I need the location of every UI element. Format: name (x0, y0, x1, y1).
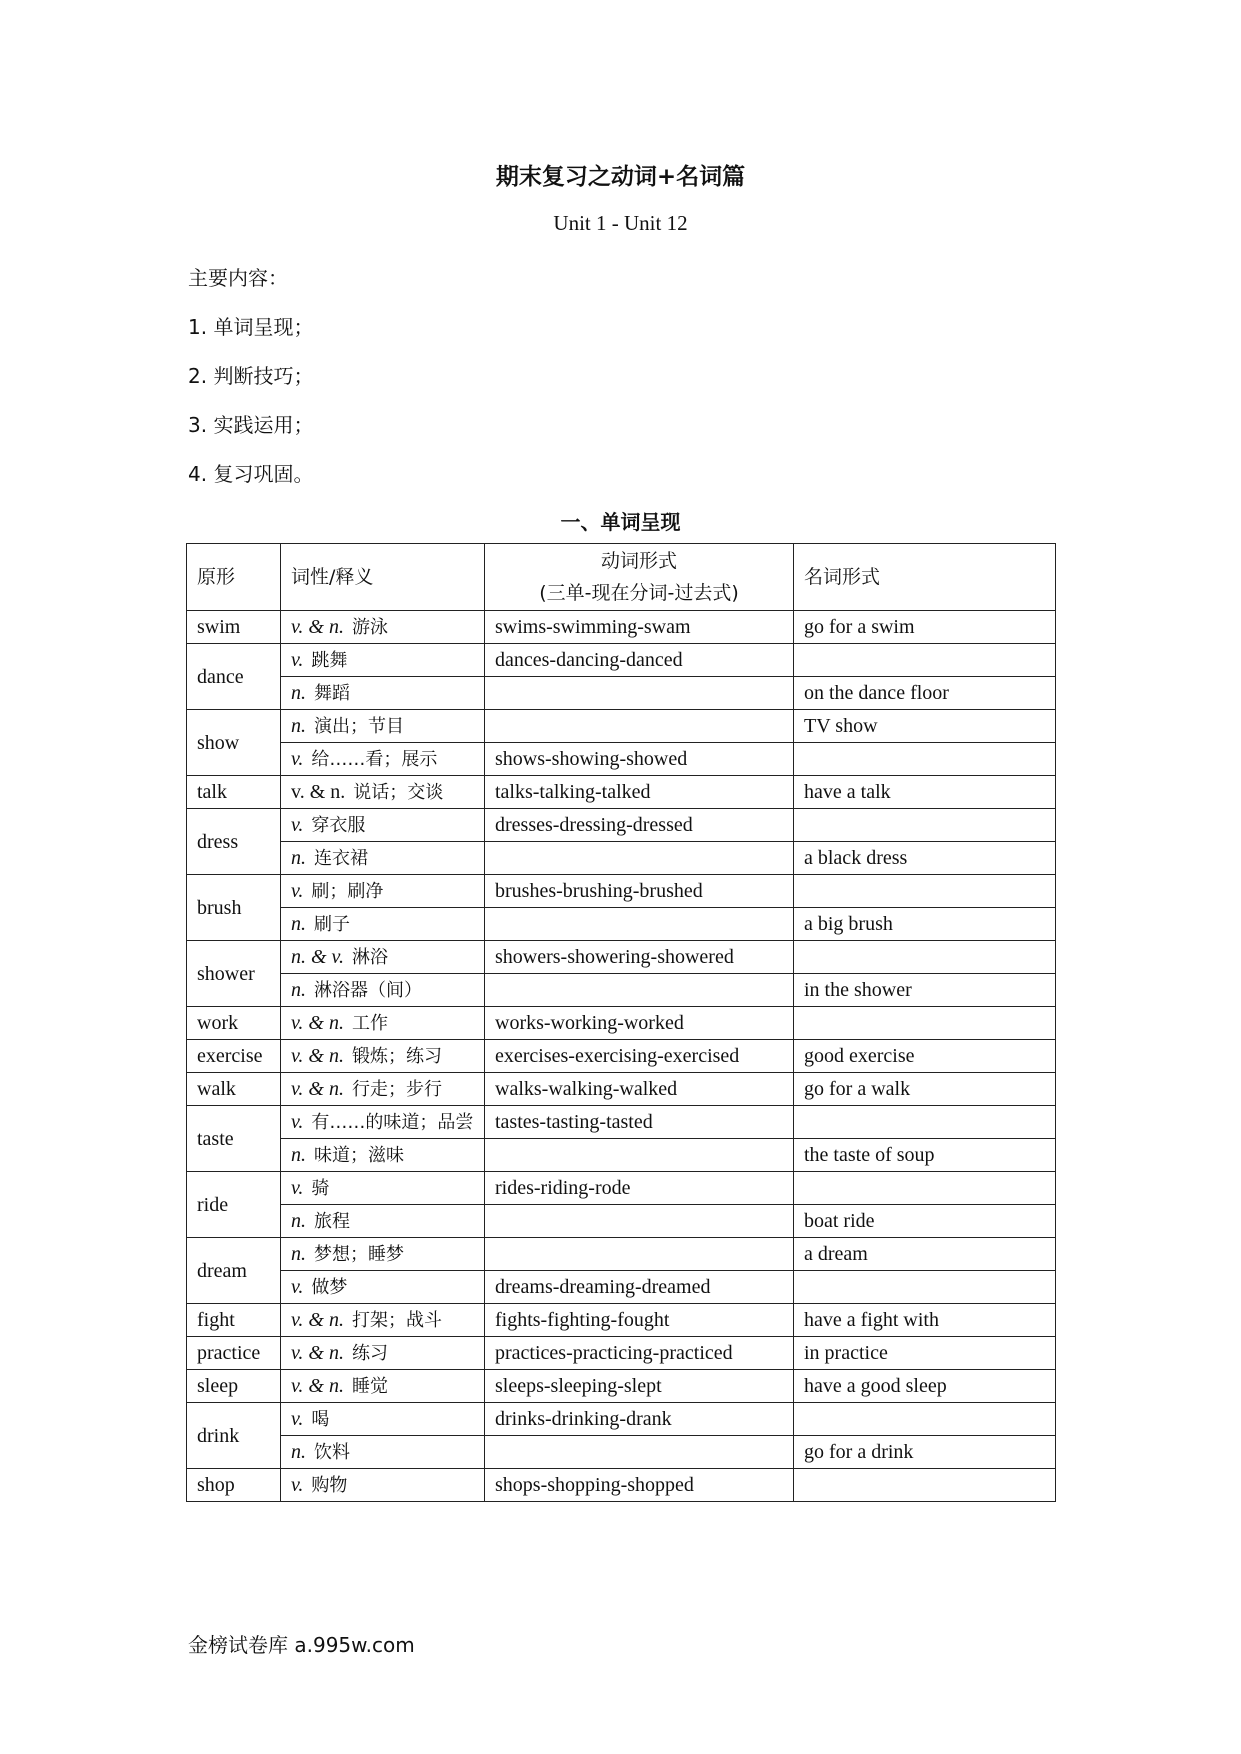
pos-label: v. (291, 813, 304, 836)
pos-label: n. (291, 846, 306, 869)
meaning-label: 旅程 (314, 1210, 350, 1232)
cell-noun-forms: have a talk (794, 776, 1056, 809)
cell-noun-forms: on the dance floor (794, 677, 1056, 710)
intro-item: 3. 实践运用； (188, 413, 314, 437)
meaning-label: 饮料 (314, 1441, 350, 1463)
cell-base-form: dream (187, 1238, 281, 1304)
table-row (187, 743, 1056, 776)
cell-pos-meaning (281, 677, 485, 710)
vocabulary-table (186, 543, 1056, 1502)
table-row (187, 1469, 1056, 1502)
cell-pos-meaning (281, 1337, 485, 1370)
table-row (187, 1205, 1056, 1238)
cell-pos-meaning (281, 974, 485, 1007)
cell-base-form: fight (187, 1304, 281, 1337)
pos-label: v. (291, 1473, 304, 1496)
pos-label: n. (291, 1440, 306, 1463)
cell-base-form: show (187, 710, 281, 776)
cell-pos-meaning (281, 842, 485, 875)
cell-noun-forms: go for a swim (794, 611, 1056, 644)
cell-verb-forms: rides-riding-rode (485, 1172, 794, 1205)
cell-noun-forms (794, 1271, 1056, 1304)
pos-label: v. (291, 648, 304, 671)
cell-base-form: sleep (187, 1370, 281, 1403)
cell-noun-forms: have a fight with (794, 1304, 1056, 1337)
pos-label: v. & n. (291, 615, 344, 638)
intro-item: 2. 判断技巧； (188, 364, 314, 388)
meaning-label: 梦想；睡梦 (314, 1243, 404, 1265)
table-row (187, 1436, 1056, 1469)
cell-pos-meaning (281, 1403, 485, 1436)
table-row (187, 1139, 1056, 1172)
cell-verb-forms: showers-showering-showered (485, 941, 794, 974)
cell-pos-meaning (281, 743, 485, 776)
cell-verb-forms: fights-fighting-fought (485, 1304, 794, 1337)
pos-label: n. (291, 1242, 306, 1265)
cell-verb-forms: talks-talking-talked (485, 776, 794, 809)
cell-verb-forms: swims-swimming-swam (485, 611, 794, 644)
cell-verb-forms (485, 710, 794, 743)
meaning-label: 演出；节目 (314, 715, 404, 737)
cell-verb-forms (485, 842, 794, 875)
cell-noun-forms: a black dress (794, 842, 1056, 875)
cell-base-form: shower (187, 941, 281, 1007)
pos-label: v. (291, 879, 304, 902)
cell-verb-forms (485, 677, 794, 710)
pos-label: n. (291, 978, 306, 1001)
table-row (187, 842, 1056, 875)
cell-noun-forms (794, 809, 1056, 842)
footer-watermark: 金榜试卷库 a.995w.com (188, 1633, 415, 1657)
pos-label: v. & n. (291, 1044, 344, 1067)
table-body (187, 611, 1056, 1502)
cell-pos-meaning (281, 941, 485, 974)
meaning-label: 行走；步行 (351, 1078, 442, 1100)
cell-pos-meaning (281, 908, 485, 941)
table-row (187, 776, 1056, 809)
cell-verb-forms: brushes-brushing-brushed (485, 875, 794, 908)
cell-verb-forms: shops-shopping-shopped (485, 1469, 794, 1502)
header-base-form: 原形 (187, 544, 281, 611)
cell-pos-meaning (281, 1205, 485, 1238)
intro-heading: 主要内容： (188, 266, 288, 290)
meaning-label: 有……的味道；品尝 (311, 1111, 474, 1133)
cell-verb-forms: tastes-tasting-tasted (485, 1106, 794, 1139)
meaning-label: 骑 (311, 1177, 330, 1199)
meaning-label: 游泳 (351, 616, 388, 638)
meaning-label: 打架；战斗 (351, 1309, 442, 1331)
cell-pos-meaning (281, 875, 485, 908)
cell-verb-forms: shows-showing-showed (485, 743, 794, 776)
cell-noun-forms: go for a drink (794, 1436, 1056, 1469)
cell-noun-forms (794, 875, 1056, 908)
meaning-label: 练习 (351, 1342, 388, 1364)
cell-noun-forms: a dream (794, 1238, 1056, 1271)
table-row (187, 710, 1056, 743)
table-row (187, 1238, 1056, 1271)
cell-pos-meaning (281, 1073, 485, 1106)
meaning-label: 淋浴 (351, 946, 388, 968)
pos-label: v. & n. (291, 1308, 344, 1331)
table-row (187, 644, 1056, 677)
meaning-label: 给……看；展示 (311, 748, 438, 770)
cell-base-form: drink (187, 1403, 281, 1469)
cell-noun-forms: a big brush (794, 908, 1056, 941)
cell-verb-forms (485, 1238, 794, 1271)
cell-pos-meaning (281, 1007, 485, 1040)
table-row (187, 941, 1056, 974)
meaning-label: 舞蹈 (314, 682, 350, 704)
cell-noun-forms: in practice (794, 1337, 1056, 1370)
cell-verb-forms: dances-dancing-danced (485, 644, 794, 677)
cell-noun-forms: good exercise (794, 1040, 1056, 1073)
page-title: 期末复习之动词+名词篇 (495, 164, 746, 190)
cell-noun-forms: in the shower (794, 974, 1056, 1007)
meaning-label: 购物 (311, 1474, 348, 1496)
intro-item: 4. 复习巩固。 (188, 462, 314, 486)
cell-verb-forms: walks-walking-walked (485, 1073, 794, 1106)
cell-pos-meaning (281, 1304, 485, 1337)
pos-label: v. & n. (291, 1077, 344, 1100)
meaning-label: 连衣裙 (314, 847, 368, 869)
cell-noun-forms (794, 1172, 1056, 1205)
cell-noun-forms (794, 1106, 1056, 1139)
cell-pos-meaning (281, 1106, 485, 1139)
pos-label: n. (291, 912, 306, 935)
cell-pos-meaning (281, 809, 485, 842)
cell-pos-meaning (281, 1238, 485, 1271)
table-row (187, 677, 1056, 710)
pos-label: v. (291, 1176, 304, 1199)
table-row (187, 1337, 1056, 1370)
cell-noun-forms (794, 1403, 1056, 1436)
meaning-label: 睡觉 (351, 1375, 388, 1397)
pos-label: v. (291, 1407, 304, 1430)
cell-base-form: shop (187, 1469, 281, 1502)
meaning-label: 锻炼；练习 (351, 1045, 442, 1067)
cell-base-form: brush (187, 875, 281, 941)
meaning-label: 工作 (351, 1012, 388, 1034)
header-pos-meaning: 词性/释义 (281, 544, 485, 611)
cell-pos-meaning (281, 1172, 485, 1205)
table-row (187, 1271, 1056, 1304)
cell-noun-forms: go for a walk (794, 1073, 1056, 1106)
meaning-label: 穿衣服 (311, 814, 366, 836)
table-row (187, 875, 1056, 908)
cell-verb-forms: practices-practicing-practiced (485, 1337, 794, 1370)
table-row (187, 1172, 1056, 1205)
cell-pos-meaning (281, 1139, 485, 1172)
cell-pos-meaning (281, 1370, 485, 1403)
cell-base-form: dress (187, 809, 281, 875)
pos-label: n. (291, 1143, 306, 1166)
cell-noun-forms (794, 1007, 1056, 1040)
pos-label: v. & n. (291, 1374, 344, 1397)
pos-label: v. & n. (291, 780, 346, 803)
table-row (187, 1073, 1056, 1106)
header-verb-forms-line1: 动词形式 (600, 550, 677, 572)
cell-noun-forms: the taste of soup (794, 1139, 1056, 1172)
meaning-label: 刷；刷净 (311, 880, 384, 902)
pos-label: v. (291, 747, 304, 770)
cell-base-form: talk (187, 776, 281, 809)
cell-base-form: walk (187, 1073, 281, 1106)
meaning-label: 味道；滋味 (314, 1144, 404, 1166)
meaning-label: 跳舞 (311, 649, 348, 671)
cell-verb-forms (485, 1436, 794, 1469)
cell-pos-meaning (281, 644, 485, 677)
table-row (187, 1304, 1056, 1337)
meaning-label: 喝 (311, 1408, 330, 1430)
cell-verb-forms (485, 1205, 794, 1238)
pos-label: v. & n. (291, 1011, 344, 1034)
cell-pos-meaning (281, 710, 485, 743)
cell-verb-forms: sleeps-sleeping-slept (485, 1370, 794, 1403)
cell-pos-meaning (281, 611, 485, 644)
cell-verb-forms: exercises-exercising-exercised (485, 1040, 794, 1073)
meaning-label: 说话；交谈 (353, 781, 444, 803)
pos-label: v. & n. (291, 1341, 344, 1364)
cell-verb-forms (485, 908, 794, 941)
table-row (187, 611, 1056, 644)
table-header-row (187, 544, 1056, 611)
table-row (187, 1040, 1056, 1073)
section-heading: 一、单词呈现 (560, 510, 681, 534)
pos-label: n. (291, 1209, 306, 1232)
cell-verb-forms: works-working-worked (485, 1007, 794, 1040)
meaning-label: 做梦 (311, 1276, 348, 1298)
table-row (187, 1106, 1056, 1139)
table-row (187, 809, 1056, 842)
cell-noun-forms (794, 644, 1056, 677)
cell-noun-forms (794, 941, 1056, 974)
meaning-label: 刷子 (314, 913, 350, 935)
table-row (187, 974, 1056, 1007)
table-row (187, 908, 1056, 941)
cell-base-form: dance (187, 644, 281, 710)
table-row (187, 1370, 1056, 1403)
header-verb-forms (485, 544, 794, 611)
cell-base-form: taste (187, 1106, 281, 1172)
header-noun-forms: 名词形式 (794, 544, 1056, 611)
pos-label: v. (291, 1275, 304, 1298)
cell-verb-forms (485, 1139, 794, 1172)
meaning-label: 淋浴器（间） (314, 979, 422, 1001)
pos-label: n. & v. (291, 945, 344, 968)
page-subtitle: Unit 1 - Unit 12 (553, 211, 688, 235)
cell-base-form: practice (187, 1337, 281, 1370)
cell-pos-meaning (281, 1469, 485, 1502)
cell-noun-forms (794, 1469, 1056, 1502)
header-verb-forms-line2: (三单-现在分词-过去式) (539, 582, 739, 604)
cell-noun-forms: have a good sleep (794, 1370, 1056, 1403)
cell-verb-forms: dresses-dressing-dressed (485, 809, 794, 842)
intro-item: 1. 单词呈现； (188, 315, 314, 339)
pos-label: n. (291, 714, 306, 737)
cell-base-form: ride (187, 1172, 281, 1238)
table-row (187, 1403, 1056, 1436)
cell-pos-meaning (281, 1271, 485, 1304)
cell-noun-forms: TV show (794, 710, 1056, 743)
cell-verb-forms (485, 974, 794, 1007)
cell-base-form: exercise (187, 1040, 281, 1073)
pos-label: v. (291, 1110, 304, 1133)
table-row (187, 1007, 1056, 1040)
cell-verb-forms: drinks-drinking-drank (485, 1403, 794, 1436)
cell-pos-meaning (281, 1436, 485, 1469)
cell-base-form: work (187, 1007, 281, 1040)
cell-base-form: swim (187, 611, 281, 644)
cell-noun-forms: boat ride (794, 1205, 1056, 1238)
cell-verb-forms: dreams-dreaming-dreamed (485, 1271, 794, 1304)
cell-noun-forms (794, 743, 1056, 776)
cell-pos-meaning (281, 776, 485, 809)
cell-pos-meaning (281, 1040, 485, 1073)
pos-label: n. (291, 681, 306, 704)
